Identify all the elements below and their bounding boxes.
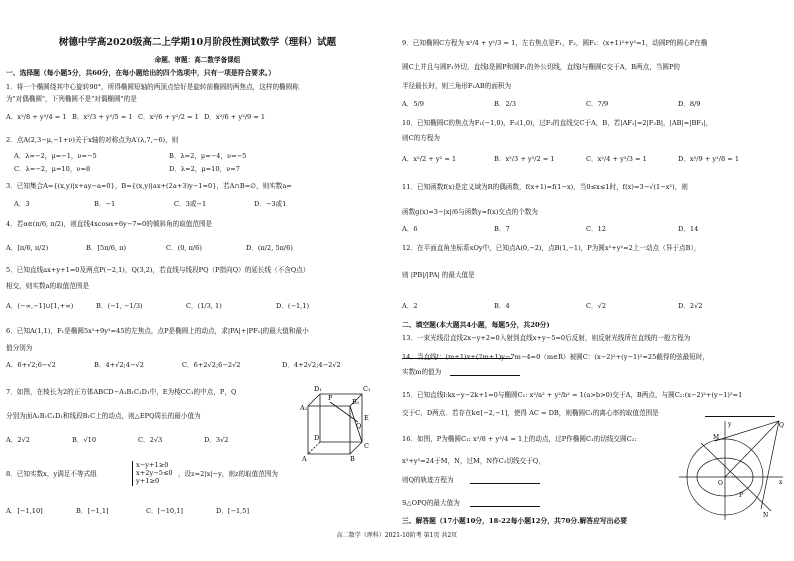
q2-option-a: A．λ=−2，μ=−1，ν=−5 — [14, 152, 97, 160]
q1-text-line1: 1．将一个椭圆绕其中心旋转90°，所得椭圆短轴的两顶点恰好是旋转前椭圆的两焦点，这样的椭圆称 — [6, 83, 299, 91]
q4-option-a: A．[π/6, π/2) — [6, 244, 49, 252]
page-footer: 高二数学（理科）2021-10阶考 第1页 共2页 — [336, 532, 458, 539]
q9-option-d: D．8/9 — [678, 100, 701, 108]
cube-label-q: Q — [356, 422, 362, 430]
cube-label-b1: B₁ — [352, 398, 360, 406]
q12-option-a: A．2 — [402, 302, 418, 310]
q15-text-line2: 交于C，D两点．若存在k∈[−2,−1]，使得 AC = DB，则椭圆C₁的离心率的取值范围是 — [402, 409, 659, 417]
ellipse-circle-figure — [675, 417, 787, 522]
q6-text-line2: 值分别为 — [6, 344, 33, 352]
q6-option-a: A．6+√2;6−√2 — [6, 361, 56, 369]
q8-option-b: B．[−1,1] — [76, 507, 109, 515]
q16-answer-blank-2 — [470, 499, 540, 507]
q3-option-d: D．−3或1 — [254, 200, 287, 208]
q12-option-b: B．4 — [494, 302, 510, 310]
q4-option-c: C．(0, π/6) — [166, 244, 202, 252]
fig-label-p: P — [739, 492, 744, 499]
q1-options — [6, 114, 270, 122]
q8-options — [6, 508, 286, 516]
q1-text-line2: 为"对偶椭圆"，下列椭圆不是"对偶椭圆"的是 — [6, 95, 137, 103]
q16-text-line1: 16．如图，P为椭圆C₁: x²/8 + y²/4 = 1上的动点，过P作椭圆C₁的切线交圆C₂: — [402, 435, 637, 443]
q8-text-b: ，设z=2|x|−y，则z的取值范围为 — [178, 470, 279, 478]
q14-text-line1: 14．当直线l：(m+1)x+(2m+1)y−7m−4=0（m∈R）被圆C：(x−2)²+(y−1)²=25截得的弦最短时， — [402, 353, 710, 361]
q9-option-b: B．2/3 — [494, 100, 517, 108]
q10-text-line1: 10．已知椭圆C的焦点为F₁(−1,0)，F₂(1,0)，过F₂的直线交C于A，B，若|AF₂|=2|F₂B|，|AB|=|BF₁|， — [402, 119, 713, 127]
fig-label-y: y — [728, 421, 732, 428]
q8-ineq-1: x−y+1≥0 — [136, 461, 169, 469]
fig-label-q: Q — [779, 422, 784, 429]
q8-inequality-system — [132, 461, 173, 486]
q9-option-c: C．7/9 — [586, 100, 609, 108]
cube-figure — [300, 382, 385, 462]
q12-options — [402, 303, 770, 311]
q3-text: 3．已知集合A={(x,y)|x+ay−a=0}，B={(x,y)|ax+(2a+3)y−1=0}，若A∩B=∅，则实数a= — [6, 182, 292, 190]
q4-option-d: D．(π/2, 5π/6) — [246, 244, 293, 252]
fig-label-n: N — [763, 512, 769, 519]
fig-label-o: O — [718, 480, 723, 487]
q3-option-a: A．3 — [14, 200, 30, 208]
q9-text-line1: 9．已知椭圆C方程为 x²/4 + y²/3 = 1，左右焦点是F₁，F₂，圆F₁：(x+1)²+y²=1，动圆P的圆心P在椭 — [402, 39, 708, 47]
q12-option-d: D．2√2 — [678, 302, 703, 310]
q5-option-c: C．(1/3, 1) — [186, 302, 222, 310]
q2-text: 2．点A(2,3−μ,−1+ν)关于x轴的对称点为A′(λ,7,−6)，则 — [6, 136, 179, 144]
cube-label-e: E — [364, 414, 369, 422]
q5-option-a: A．(−∞,−1]∪[1,+∞) — [6, 302, 74, 310]
q7-option-a: A．2√2 — [6, 436, 30, 444]
cube-label-p: P — [328, 394, 333, 402]
cube-front-face — [308, 406, 350, 454]
q2-options-row1 — [14, 153, 324, 161]
q11-text-line2: 函数g(x)=3−|x|/6与函数y=f(x)交点的个数为 — [402, 208, 538, 216]
cube-label-d: D — [314, 434, 320, 442]
q11-option-a: A．6 — [402, 225, 418, 233]
q12-text-line1: 12．在平面直角坐标系xOy中，已知点A(0,−2)，点B(1,−1)，P为圆x²+y²=2上一动点（异于点B）， — [402, 244, 701, 252]
q5-text-line2: 相交，则实数a的取值范围是 — [6, 282, 90, 290]
q1-option-c: C．x²/6 + y²/2 = 1 — [138, 113, 199, 121]
q7-options — [6, 437, 270, 445]
q10-option-c: C．x²/4 + y²/3 = 1 — [586, 155, 647, 163]
fig-label-m: M — [713, 434, 720, 441]
q10-option-b: B．x²/3 + y²/2 = 1 — [494, 155, 555, 163]
q10-text-line2: 则C的方程为 — [402, 134, 441, 142]
section-answer-heading: 三、解答题（17小题10分，18-22每小题12分，共70分.解答应写出必要 — [402, 517, 628, 525]
q6-options — [6, 362, 382, 370]
q1-option-d: D．x²/6 + y²/9 = 1 — [204, 113, 266, 121]
cube-label-a: A — [302, 455, 307, 462]
q2-option-b: B．λ=2，μ=−4，ν=−5 — [169, 152, 247, 160]
q6-text-line1: 6．已知A(1,1)，F₁是椭圆5x²+9y²=45的左焦点，点P是椭圆上的动点，求|PA|+|PF₁|的最大值和最小 — [6, 327, 309, 335]
q13-text: 13．一束光线沿直线2x−y+2=0入射到直线x+y−5=0后反射，则反射光线所在直线的一般方程为 — [402, 334, 691, 342]
q3-options — [14, 201, 334, 209]
cube-label-b: B — [350, 455, 355, 462]
cube-label-a1: A₁ — [300, 404, 308, 412]
q8-option-a: A．[−1,10] — [6, 507, 43, 515]
tangent-n — [761, 421, 779, 509]
q5-option-d: D．(−1,1) — [276, 302, 310, 310]
q10-options — [402, 156, 770, 164]
q4-options — [6, 245, 326, 253]
q2-options-row2 — [14, 166, 324, 174]
q8-ineq-3: y+1≥0 — [136, 477, 160, 486]
q8-option-c: C．[−10,1] — [146, 507, 183, 515]
q9-text-line2: 圆C上并且与圆F₁外切，直线l是圆P和圆F₁的外公切线，直线l与椭圆C交于A，B两点，当圆P的 — [402, 63, 681, 71]
q11-option-b: B．7 — [494, 225, 510, 233]
exam-title: 树德中学高2020级高二上学期10月阶段性测试数学（理科）试题 — [58, 37, 337, 48]
q6-option-c: C．6+2√2;6−2√2 — [182, 361, 241, 369]
q12-option-c: C．√2 — [586, 302, 607, 310]
q2-option-d: D．λ=2，μ=10，ν=7 — [169, 165, 240, 173]
q15-answer-blank — [705, 409, 775, 417]
q9-option-a: A．5/9 — [402, 100, 424, 108]
q12-text-line2: 则 |PB|/|PA| 的最大值是 — [402, 271, 475, 279]
q1-option-a: A．x²/8 + y²/4 = 1 — [6, 113, 67, 121]
q14-text-line2: 实数m的值为 — [402, 368, 442, 376]
q11-option-c: C．12 — [586, 225, 607, 233]
q3-option-b: B．−1 — [94, 200, 116, 208]
q9-text-line3: 半径最长时，则三角形F₁AB的面积为 — [402, 82, 512, 90]
cube-label-d1: D₁ — [314, 385, 322, 393]
q5-options — [6, 303, 366, 311]
q4-option-b: B．[5π/6, π) — [86, 244, 127, 252]
q16-text-line2: x²+y²=24于M，N，过M，N作C₂切线交于Q， — [402, 457, 545, 465]
q9-options — [402, 101, 770, 109]
q16-answer-blank-1 — [470, 476, 540, 484]
q8-ineq-2: x+2y−5≤0 — [136, 469, 173, 478]
q14-answer-blank — [450, 368, 520, 376]
q8-option-d: D．[−1,5] — [216, 507, 250, 515]
q10-option-a: A．x²/2 + y² = 1 — [402, 155, 457, 163]
q4-text: 4．若α∈(π/6, π/2)，则直线4xcosα+6y−7=0的倾斜角的取值范围是 — [6, 220, 213, 228]
q2-option-c: C．λ=−2，μ=10，ν=8 — [14, 165, 91, 173]
q11-option-d: D．14 — [678, 225, 699, 233]
exam-subtitle: 命题、审题：高二数学备课组 — [154, 56, 241, 64]
q6-option-b: B．4+√2;4−√2 — [94, 361, 144, 369]
section-fill-heading: 二、填空题(本大题共4小题，每题5分，共20分) — [402, 321, 550, 329]
q5-option-b: B．(−1, −1/3) — [96, 302, 143, 310]
q7-option-c: C．2√3 — [138, 436, 163, 444]
q7-text-line1: 7．如图，在棱长为2的正方体ABCD−A₁B₁C₁D₁中，E为棱CC₁的中点，P，Q — [6, 388, 237, 396]
q8-text-a: 8．已知实数x，y满足不等式组 — [6, 470, 97, 478]
q7-option-b: B．√10 — [72, 436, 97, 444]
q15-text-line1: 15．已知直线l:kx−y−2k+1=0与椭圆C₁: x²/a² + y²/b² = 1(a>b>0)交于A，B两点，与圆C₂:(x−2)²+(y−1)²=1 — [402, 391, 743, 399]
q16-text-line4: S△OPQ的最大值为 — [402, 499, 460, 507]
q6-option-d: D．4+2√2;4−2√2 — [282, 361, 341, 369]
section-choice-heading: 一、选择题（每小题5分，共60分，在每小题给出的四个选项中，只有一项是符合要求。） — [6, 69, 276, 77]
q11-text-line1: 11．已知函数f(x)是定义域为R的偶函数，f(x+1)=f(1−x)，当0≤x≤1时，f(x)=3−√(1−x²)，则 — [402, 183, 688, 191]
q5-text-line1: 5．已知直线ax+y+1=0及两点P(−2,1)，Q(3,2)，若直线与线段PQ（P指向Q）的延长线（不含Q点） — [6, 266, 310, 274]
q7-text-line2: 分别为面A₁B₁C₁D₁和线段B₁C上的动点，则△EPQ周长的最小值为 — [6, 412, 201, 420]
q3-option-c: C．3或−1 — [174, 200, 207, 208]
cube-label-c1: C₁ — [363, 385, 371, 393]
q1-option-b: B．x²/3 + y²/5 = 1 — [72, 113, 133, 121]
q11-options — [402, 226, 770, 234]
cube-label-c: C — [364, 442, 369, 450]
fig-label-x: x — [779, 479, 783, 486]
q7-option-d: D．3√2 — [204, 436, 229, 444]
q16-text-line3: 则Q的轨迹方程为 — [402, 476, 454, 484]
q10-option-d: D．x²/9 + y²/8 = 1 — [678, 155, 740, 163]
